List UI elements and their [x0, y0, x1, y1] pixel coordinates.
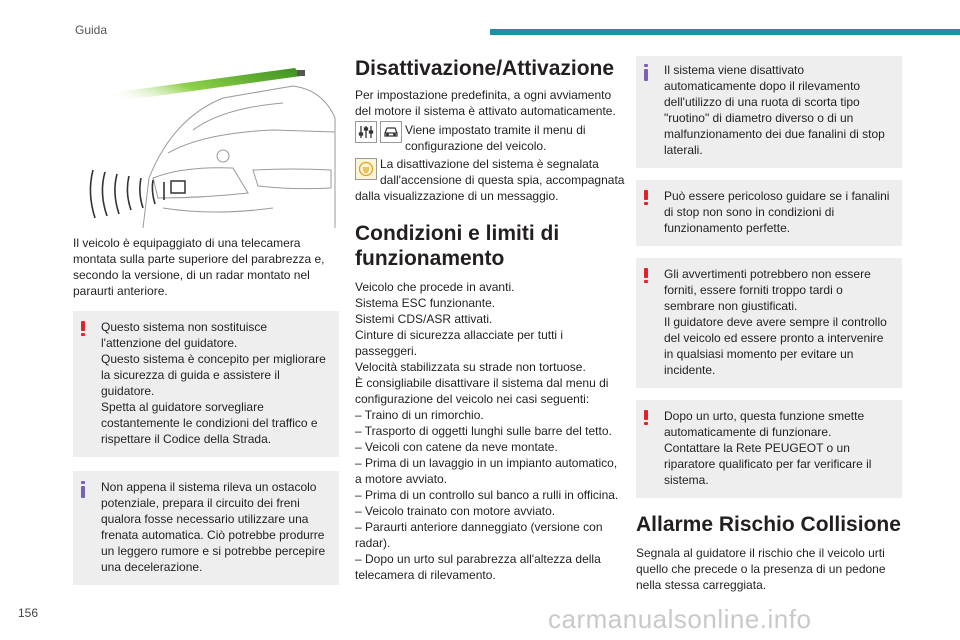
warning-box-1: [73, 311, 339, 457]
camera-icon: [297, 70, 305, 76]
warning-icon: [644, 190, 648, 203]
info-text-1: Non appena il sistema rileva un ostacolo potenziale, prepara il circuito dei freni qualora fosse necessario utilizzare una frenata automatica. Ciò potrebbe produrre un leggero rumore e si potrebbe percepire una decelerazione.: [101, 480, 326, 574]
car-body-outline: [143, 86, 335, 228]
deact-paragraph-3: La disattivazione del sistema è segnalata dall'accensione di questa spia, accompagnata dalla visualizzazione di un messaggio.: [355, 157, 625, 203]
info-text-2: Il sistema viene disattivato automaticamente dopo il rilevamento dell'utilizzo di una ruota di scorta tipo "ruotino" di diametro diverso o di un malfunzionamento dei due fanalini di stop laterali.: [664, 63, 885, 157]
radar-sensor-icon: [171, 181, 185, 193]
warning-box-3: [636, 258, 902, 388]
page-number: 156: [18, 606, 39, 620]
info-box-1: [73, 471, 339, 585]
warning-text-4: Dopo un urto, questa funzione smette automaticamente di funzionare. Contattare la Rete PEUGEOT o un riparatore qualificato per far verificare il sistema.: [664, 409, 872, 487]
heading-collision-alarm: Allarme Rischio Collisione: [636, 513, 901, 536]
intro-paragraph: Il veicolo è equipaggiato di una telecamera montata sulla parte superiore del parabrezza e, secondo la versione, di un radar montato nel paraurti anteriore.: [73, 236, 325, 298]
info-box-2: [636, 56, 902, 168]
info-icon: [81, 481, 85, 498]
warning-icon: [81, 321, 85, 334]
header-title: Guida: [75, 23, 108, 37]
camera-beam: [73, 68, 301, 106]
conditions-text: Veicolo che procede in avanti. Sistema ESC funzionante. Sistemi CDS/ASR attivati. Cinture di sicurezza allacciate per tutti i passeggeri. Velocità stabilizzata su strade non tortuose. È consigliabile disattivare il sistema dal menu di configurazione del veicolo nei casi seguenti: – Traino di un rimorchio. – Trasporto di oggetti lunghi sulle barre del tetto. – Veicoli con catene da neve montate. – Prima di un lavaggio in un impianto automatico, a motore avviato. – Prima di un controllo sul banco a rulli in officina. – Veicolo trainato con motore avviato. – Paraurti anteriore danneggiato (versione con radar). – Dopo un urto sul parabrezza all'altezza della telecamera di rilevamento.: [355, 280, 619, 582]
warning-icon: [644, 268, 648, 281]
watermark: carmanualsonline.info: [548, 604, 812, 634]
info-icon: [644, 64, 648, 81]
car-headlight: [253, 169, 331, 189]
heading-deactivation: Disattivazione/Attivazione: [355, 57, 615, 80]
warning-box-2: [636, 180, 902, 246]
vehicle-settings-icon: [380, 121, 402, 143]
column-2: [355, 56, 625, 583]
deact-paragraph-1: Per impostazione predefinita, a ogni avviamento del motore il sistema è attivato automaticamente.: [355, 88, 616, 118]
warning-icon: [644, 410, 648, 423]
deact-paragraph-2: Viene impostato tramite il menu di configurazione del veicolo.: [405, 123, 586, 153]
warning-lamp-icon: [355, 158, 377, 180]
warning-text-2: Può essere pericoloso guidare se i fanalini di stop non sono in condizioni di funzionamento perfette.: [664, 189, 890, 235]
warning-text-3: Gli avvertimenti potrebbero non essere forniti, essere forniti troppo tardi o sembrare non giustificati. Il guidatore deve avere sempre il controllo del veicolo ed essere pronto a intervenire in qualsiasi momento per evitare un incidente.: [664, 267, 887, 377]
warning-box-4: [636, 400, 902, 498]
settings-menu-icon: [355, 121, 377, 143]
warning-text-1: Questo sistema non sostituisce l'attenzione del guidatore. Questo sistema è concepito per migliorare la sicurezza di guida e assistere il guidatore. Spetta al guidatore sorvegliare costantemente le condizioni del traffico e rispettare il Codice della Strada.: [101, 320, 326, 446]
car-camera-illustration: [73, 58, 339, 228]
header-accent-bar: [490, 29, 960, 35]
radar-waves-icon: [90, 170, 164, 218]
alarm-text: Segnala al guidatore il rischio che il veicolo urti quello che precede o la presenza di un pedone nella stessa carreggiata.: [636, 546, 886, 592]
car-grille: [153, 168, 248, 198]
column-1: [73, 58, 339, 595]
column-3: [636, 56, 902, 593]
heading-conditions: Condizioni e limiti di funzionamento: [355, 222, 560, 270]
